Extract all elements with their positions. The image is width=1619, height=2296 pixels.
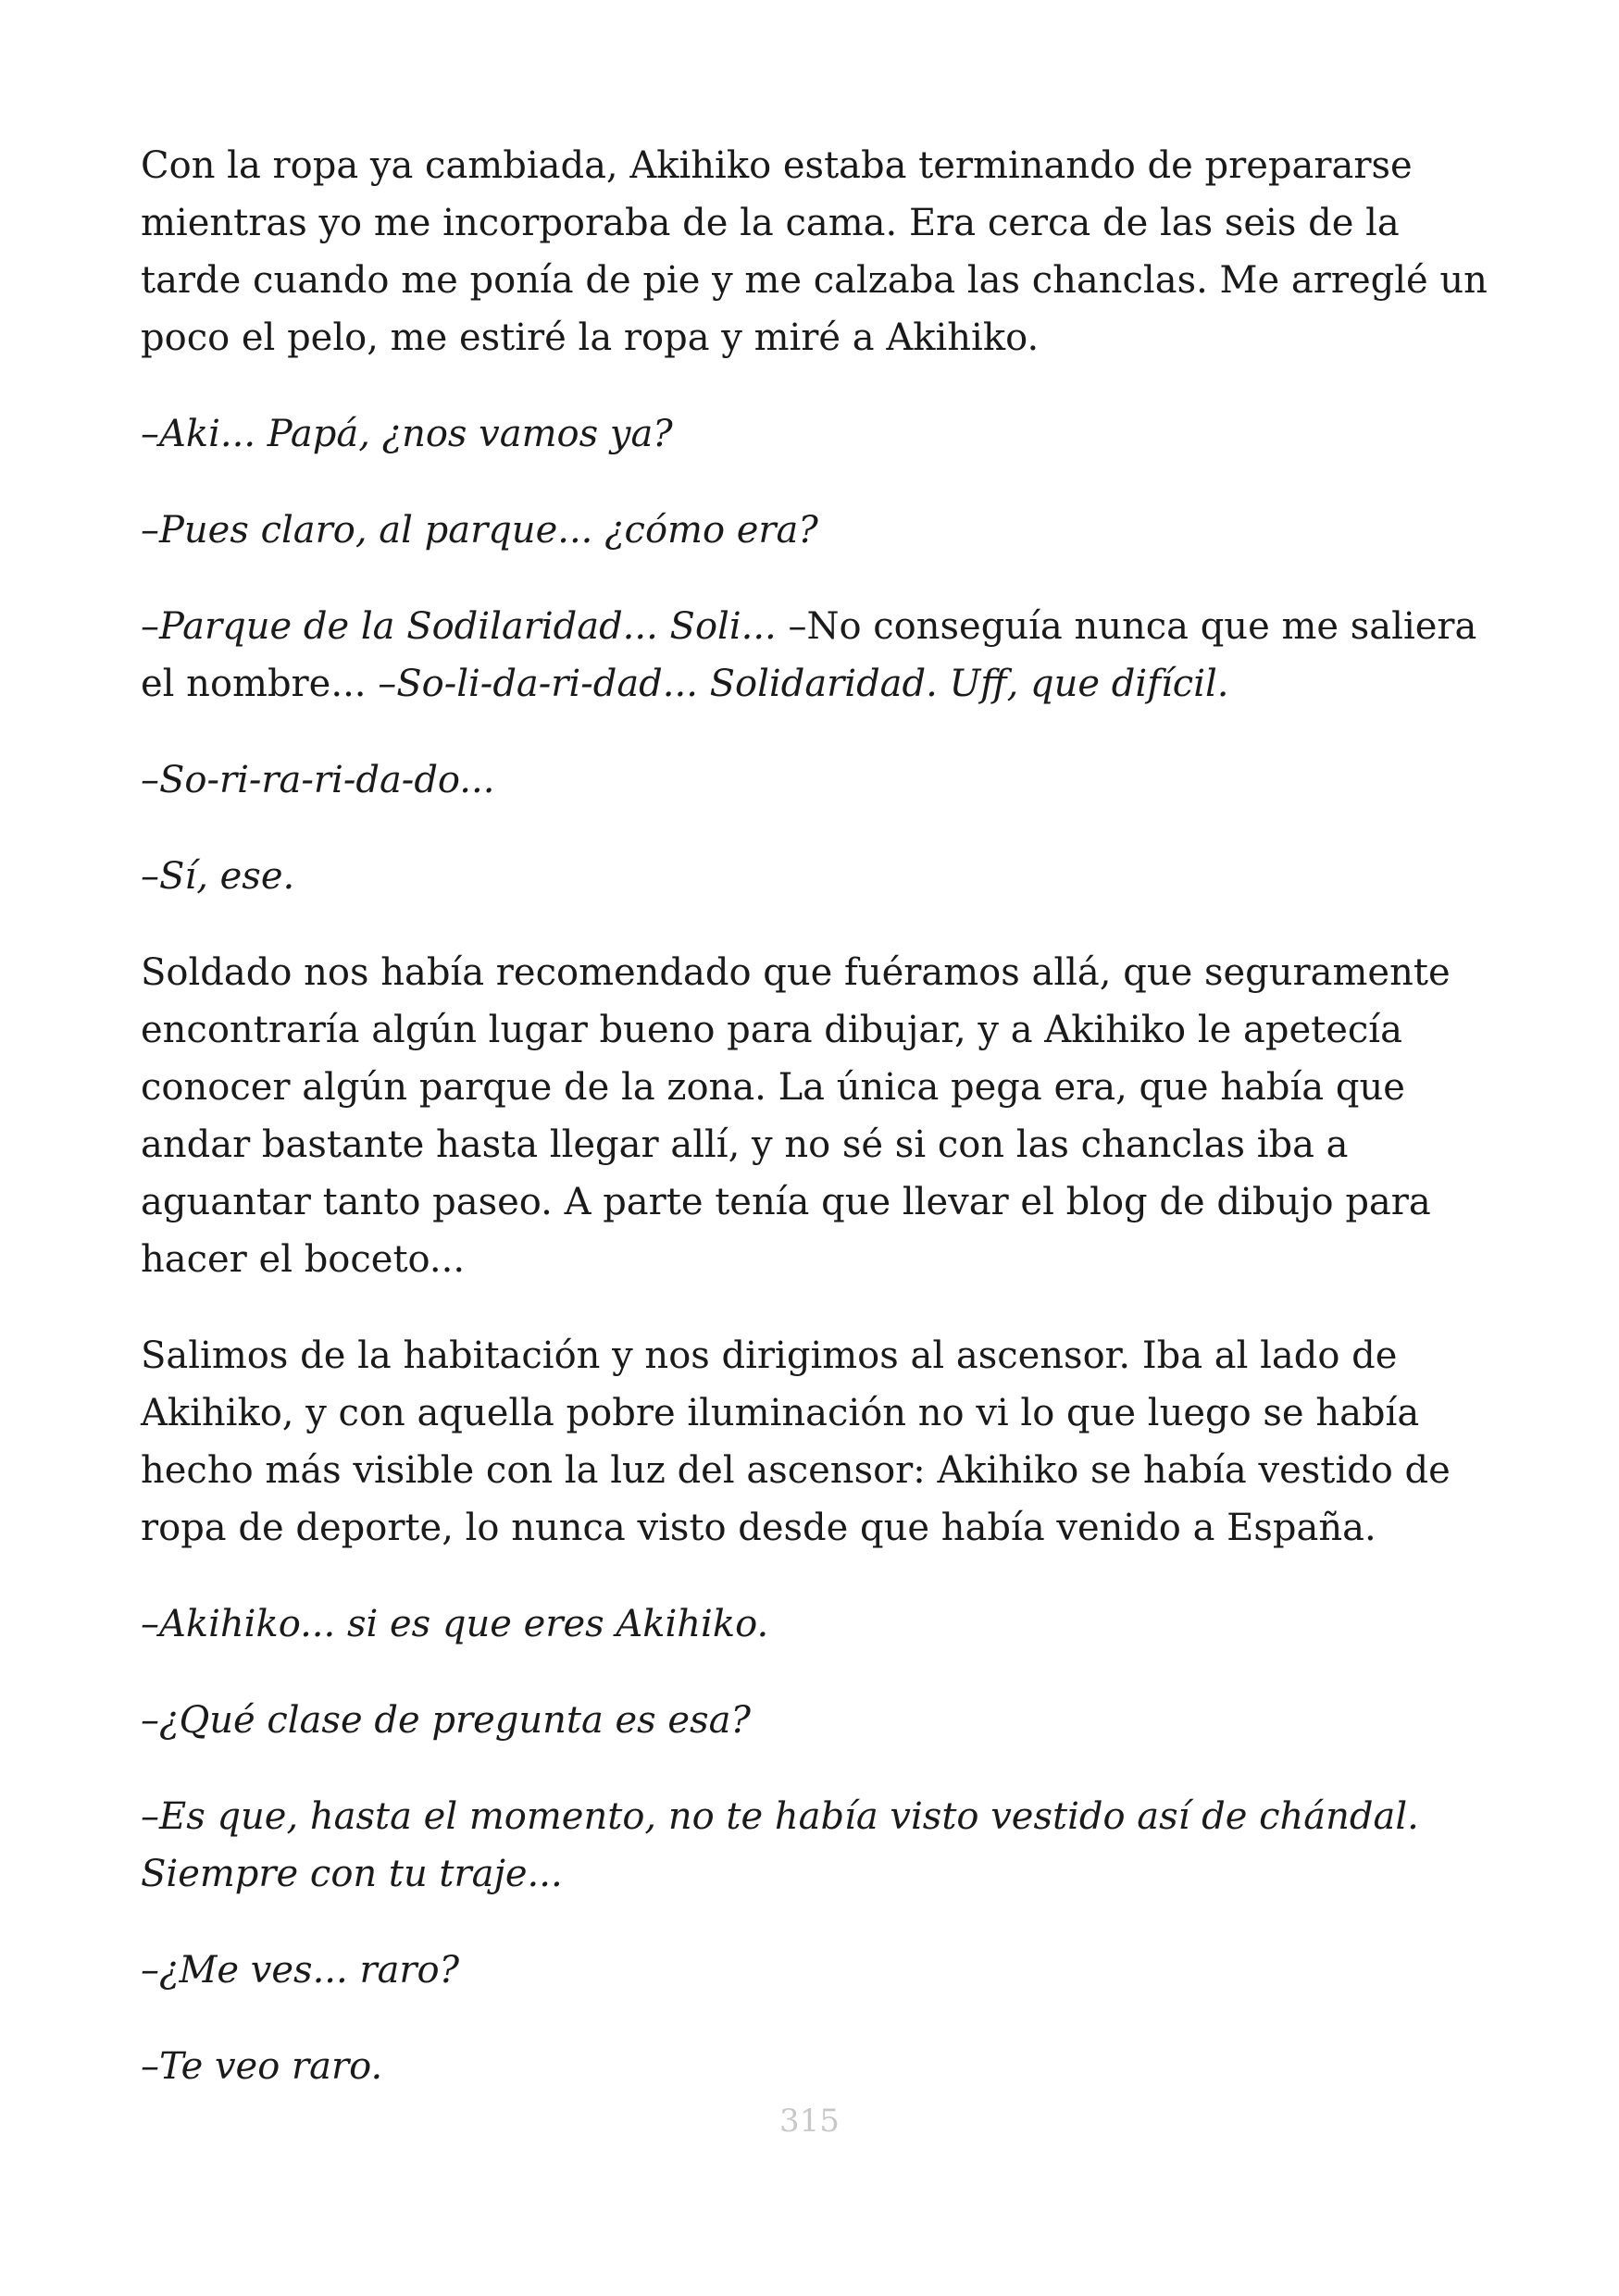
paragraph-mixed-dialogue [141,598,1492,713]
paragraph-dialogue: –¿Me ves... raro? [141,1949,460,1992]
paragraph-dialogue: –Pues claro, al parque... ¿cómo era? [141,509,818,552]
paragraph-narration: Soldado nos había recomendado que fuéramos allá, que seguramente encontraría algún lugar bueno para dibujar, y a Akihiko le apetecía conocer algún parque de la zona. La única pega era, que había que andar bastante hasta llegar allí, y no sé si con las chanclas iba a aguantar tanto paseo. A parte tenía que llevar el blog de dibujo para hacer el boceto... [141,951,1451,1281]
paragraph-dialogue: –Es que, hasta el momento, no te había visto vestido así de chándal. Siempre con tu traje... [141,1795,1419,1895]
paragraph-narration: Con la ropa ya cambiada, Akihiko estaba terminando de prepararse mientras yo me incorporaba de la cama. Era cerca de las seis de la tarde cuando me ponía de pie y me calzaba las chanclas. Me arreglé un poco el pelo, me estiré la ropa y miré a Akihiko. [141,144,1488,359]
narration-segment: –No conseguía nunca que me saliera el nombre... [141,605,1477,705]
paragraph-dialogue: –So-ri-ra-ri-da-do... [141,759,495,801]
dialogue-segment: –So-li-da-ri-dad... Solidaridad. Uff, que difícil. [378,663,1229,705]
dialogue-segment: –Parque de la Sodilaridad... Soli... [141,605,789,648]
paragraph-narration: Salimos de la habitación y nos dirigimos al ascensor. Iba al lado de Akihiko, y con aquella pobre iluminación no vi lo que luego se había hecho más visible con la luz del ascensor: Akihiko se había vestido de ropa de deporte, lo nunca visto desde que había venido a España. [141,1334,1451,1549]
paragraph-dialogue: –Te veo raro. [141,2045,383,2088]
paragraph-dialogue: –¿Qué clase de pregunta es esa? [141,1699,751,1742]
paragraph-dialogue: –Sí, ese. [141,855,295,898]
page-number: 315 [779,2103,840,2140]
paragraph-dialogue: –Akihiko... si es que eres Akihiko. [141,1603,769,1645]
page-body-text [141,137,1492,2134]
paragraph-dialogue: –Aki... Papá, ¿nos vamos ya? [141,413,673,455]
